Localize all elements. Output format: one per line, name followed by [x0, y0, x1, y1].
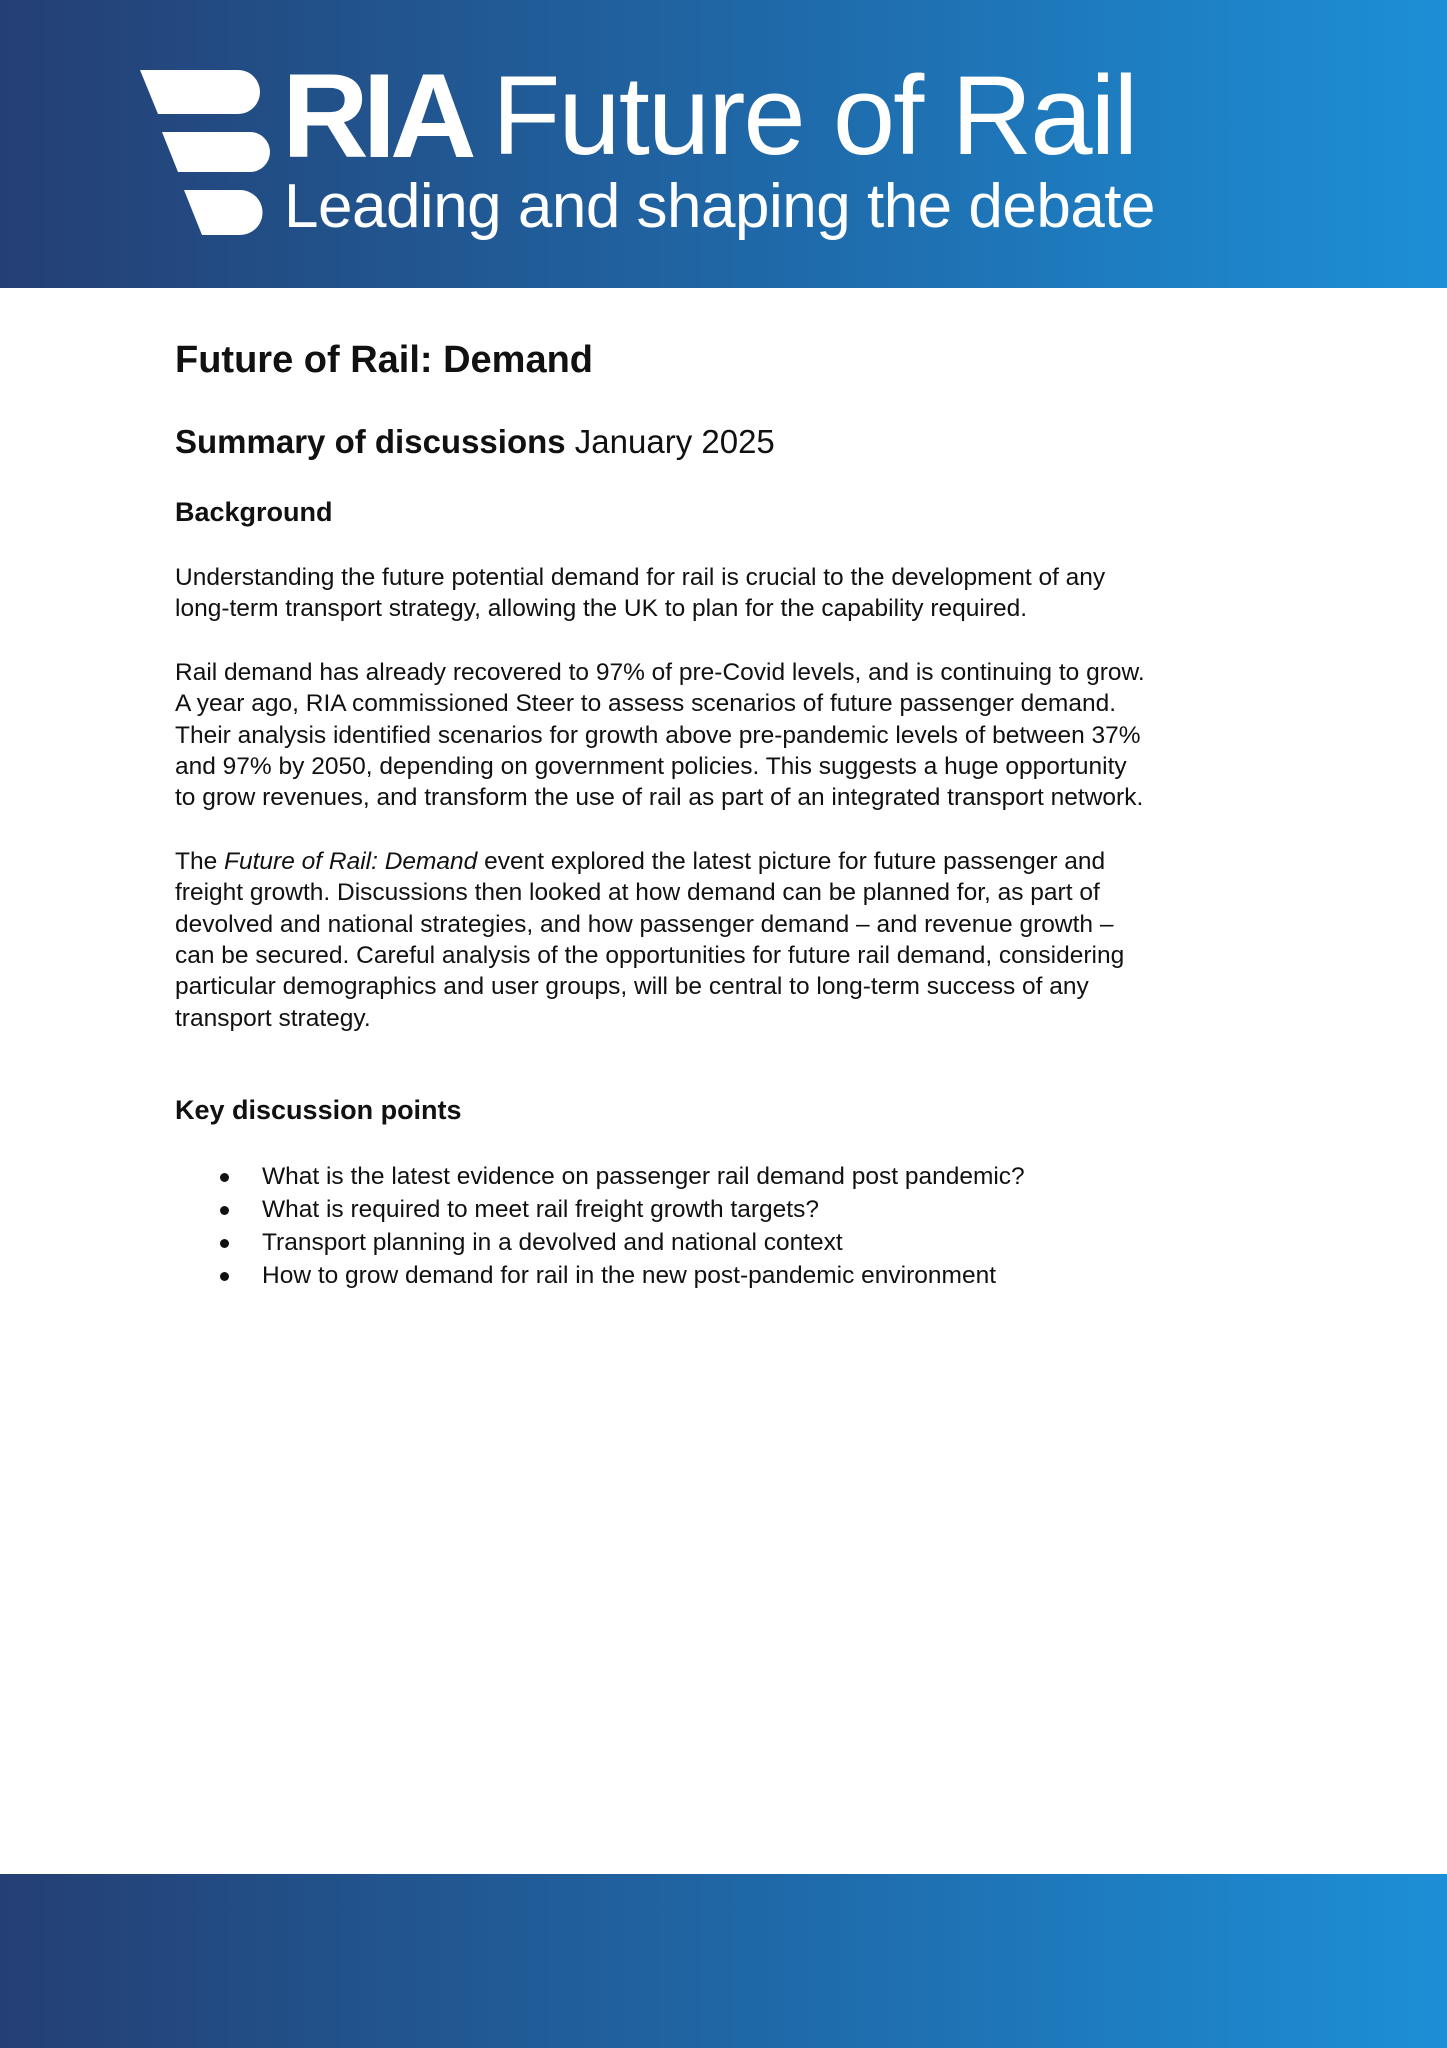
- footer-band: [0, 1874, 1447, 2048]
- paragraph-line: particular demographics and user groups, will be central to long-term success of any: [175, 973, 1089, 1001]
- key-discussion-points-heading: Key discussion points: [175, 1095, 462, 1126]
- paragraph-line: freight growth. Discussions then looked at how demand can be planned for, as part of: [175, 879, 1100, 907]
- logo-ria-wordmark: RIA: [282, 49, 471, 183]
- ria-logo-mark-icon: [140, 70, 290, 235]
- key-points-list: [175, 1160, 1295, 1292]
- document-title: Future of Rail: Demand: [175, 339, 594, 381]
- paragraph-line: long-term transport strategy, allowing the UK to plan for the capability required.: [175, 595, 1028, 623]
- paragraph-line: [175, 846, 1295, 877]
- background-heading: Background: [175, 497, 333, 527]
- header-banner: [0, 0, 1447, 288]
- paragraph-line: to grow revenues, and transform the use of rail as part of an integrated transport network.: [175, 784, 1144, 812]
- list-item: [175, 1160, 1295, 1193]
- bullet-icon: [220, 1239, 229, 1248]
- paragraph-line: and 97% by 2050, depending on government policies. This suggests a huge opportunity: [175, 753, 1127, 781]
- paragraph-text: The: [175, 847, 225, 875]
- bullet-icon: [220, 1206, 229, 1215]
- list-item: [175, 1226, 1295, 1259]
- summary-date: January 2025: [574, 423, 775, 460]
- document-body: [175, 336, 1295, 1292]
- paragraph-text: event explored the latest picture for future passenger and: [477, 847, 1106, 875]
- list-item: [175, 1259, 1295, 1292]
- paragraph-line: can be secured. Careful analysis of the opportunities for future rail demand, considering: [175, 942, 1125, 970]
- logo-title: Future of Rail: [492, 53, 1137, 178]
- bullet-icon: [220, 1173, 229, 1182]
- paragraph-line: devolved and national strategies, and how passenger demand – and revenue growth –: [175, 910, 1114, 938]
- paragraph-line: Rail demand has already recovered to 97% of pre-Covid levels, and is continuing to grow.: [175, 658, 1145, 686]
- event-name-italic: Future of Rail: Demand: [224, 847, 478, 875]
- list-item: [175, 1193, 1295, 1226]
- bullet-icon: [220, 1272, 229, 1281]
- list-item-text: Transport planning in a devolved and national context: [262, 1229, 843, 1257]
- logo-tagline: Leading and shaping the debate: [284, 172, 1156, 241]
- background-paragraph-2: [175, 657, 1295, 814]
- list-item-text: What is required to meet rail freight growth targets?: [262, 1196, 819, 1224]
- paragraph-line: A year ago, RIA commissioned Steer to assess scenarios of future passenger demand.: [175, 690, 1117, 718]
- paragraph-line: Understanding the future potential demand for rail is crucial to the development of any: [175, 564, 1106, 591]
- summary-line: [175, 420, 1295, 464]
- paragraph-line: Their analysis identified scenarios for growth above pre-pandemic levels of between 37%: [175, 721, 1141, 749]
- summary-label: Summary of discussions: [175, 423, 566, 460]
- background-paragraph-3: [175, 846, 1295, 1034]
- list-item-text: What is the latest evidence on passenger rail demand post pandemic?: [262, 1163, 1025, 1191]
- paragraph-line: transport strategy.: [175, 1004, 371, 1032]
- list-item-text: How to grow demand for rail in the new post-pandemic environment: [262, 1262, 997, 1290]
- background-paragraph-1: [175, 562, 1295, 625]
